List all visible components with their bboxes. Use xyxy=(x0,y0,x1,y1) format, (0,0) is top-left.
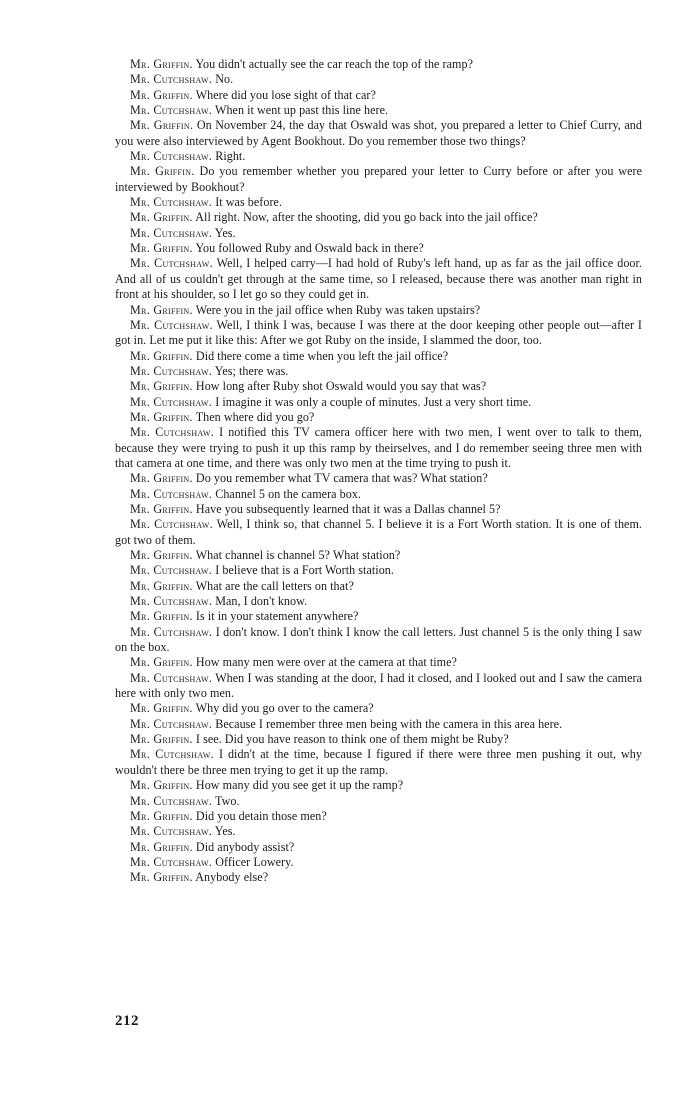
transcript-paragraph xyxy=(115,548,642,563)
transcript-paragraph xyxy=(115,410,642,425)
transcript-paragraph xyxy=(115,594,642,609)
transcript-paragraph xyxy=(115,318,642,349)
speech-text: Why did you go over to the camera? xyxy=(195,701,374,716)
speaker-label: Mr. Griffin. xyxy=(130,839,193,854)
transcript-paragraph xyxy=(115,226,642,241)
speaker-label: Mr. Griffin. xyxy=(130,348,193,363)
transcript-paragraph xyxy=(115,563,642,578)
transcript-paragraph xyxy=(115,747,642,778)
transcript-paragraph xyxy=(115,671,642,702)
speech-text: Well, I helped carry—I had hold of Ruby's left hand, up as far as the jail office door. And all of us couldn't get through at the same time, so I released, because there was another man right in front at his shoulder, so I let go so they could get in. xyxy=(115,256,643,302)
transcript-paragraph xyxy=(115,303,642,318)
speech-text: I notified this TV camera officer here with two men, I went over to talk to them, because they were trying to push it up this ramp by theirselves, and I do remember seeing three men with that camera at one time, and there was only two men at the time trying to push it. xyxy=(115,425,642,470)
speech-text: I see. Did you have reason to think one of them might be Ruby? xyxy=(195,732,509,747)
speech-text: Two. xyxy=(214,793,240,808)
transcript-paragraph xyxy=(115,210,642,225)
speech-text: I didn't at the time, because I figured if there were three men pushing it out, why wouldn't there be three men trying to get it up the ramp. xyxy=(115,747,642,777)
speaker-label: Mr. Cutchshaw. xyxy=(130,486,213,501)
speaker-label: Mr. Cutchshaw. xyxy=(130,72,213,87)
speaker-label: Mr. Cutchshaw. xyxy=(130,225,213,240)
transcript-paragraph xyxy=(115,103,642,118)
speaker-label: Mr. Griffin. xyxy=(130,241,193,256)
speech-text: Did you detain those men? xyxy=(195,808,327,823)
speech-text: Well, I think I was, because I was there at the door keeping other people out—after I got in. Let me put it like this: After we got Ruby on the inside, I slammed the door, too. xyxy=(115,317,643,348)
transcript-body xyxy=(115,57,642,886)
transcript-paragraph xyxy=(115,717,642,732)
speech-text: You followed Ruby and Oswald back in there? xyxy=(195,241,424,256)
transcript-paragraph xyxy=(115,794,642,809)
speaker-label: Mr. Griffin. xyxy=(130,379,193,394)
speech-text: It was before. xyxy=(215,195,283,210)
speech-text: I believe that is a Fort Worth station. xyxy=(215,563,394,578)
transcript-paragraph xyxy=(115,149,642,164)
speaker-label: Mr. Cutchshaw. xyxy=(130,425,215,440)
transcript-paragraph xyxy=(115,256,642,302)
speaker-label: Mr. Cutchshaw. xyxy=(130,793,213,808)
speaker-label: Mr. Cutchshaw. xyxy=(130,624,213,639)
speaker-label: Mr. Cutchshaw. xyxy=(130,854,213,869)
speaker-label: Mr. Cutchshaw. xyxy=(130,149,213,164)
speech-text: No. xyxy=(215,72,234,87)
speech-text: Yes. xyxy=(214,225,236,240)
transcript-paragraph xyxy=(115,732,642,747)
transcript-paragraph xyxy=(115,118,642,149)
transcript-paragraph xyxy=(115,824,642,839)
speaker-label: Mr. Cutchshaw. xyxy=(130,256,213,271)
transcript-paragraph xyxy=(115,364,642,379)
speaker-label: Mr. Cutchshaw. xyxy=(130,670,213,685)
speech-text: Do you remember what TV camera that was? What station? xyxy=(195,471,488,486)
speech-text: Channel 5 on the camera box. xyxy=(215,486,362,501)
transcript-paragraph xyxy=(115,502,642,517)
speaker-label: Mr. Griffin. xyxy=(130,701,193,716)
transcript-paragraph xyxy=(115,517,642,548)
speaker-label: Mr. Cutchshaw. xyxy=(130,747,214,762)
speaker-label: Mr. Cutchshaw. xyxy=(130,517,213,532)
speech-text: Did anybody assist? xyxy=(195,839,295,854)
speech-text: What channel is channel 5? What station? xyxy=(195,548,401,562)
speaker-label: Mr. Griffin. xyxy=(130,164,195,179)
speaker-label: Mr. Griffin. xyxy=(130,471,193,486)
speaker-label: Mr. Griffin. xyxy=(130,302,193,317)
speech-text: Man, I don't know. xyxy=(215,594,308,609)
transcript-paragraph xyxy=(115,395,642,410)
speech-text: When I was standing at the door, I had it closed, and I looked out and I saw the camera here with only two men. xyxy=(115,670,642,701)
speech-text: Did there come a time when you left the jail office? xyxy=(195,348,449,363)
speech-text: Where did you lose sight of that car? xyxy=(195,87,376,102)
speaker-label: Mr. Griffin. xyxy=(130,409,193,424)
speaker-label: Mr. Cutchshaw. xyxy=(130,103,213,118)
speech-text: Right. xyxy=(215,149,246,164)
speech-text: I imagine it was only a couple of minutes. Just a very short time. xyxy=(215,394,532,409)
speech-text: You didn't actually see the car reach the top of the ramp? xyxy=(195,57,474,71)
speech-text: Do you remember whether you prepared your letter to Curry before or after you were interviewed by Bookhout? xyxy=(115,164,643,194)
transcript-paragraph xyxy=(115,778,642,793)
speech-text: All right. Now, after the shooting, did you go back into the jail office? xyxy=(195,210,538,225)
transcript-paragraph xyxy=(115,349,642,364)
speaker-label: Mr. Griffin. xyxy=(130,778,193,793)
speaker-label: Mr. Griffin. xyxy=(130,578,193,593)
speech-text: Have you subsequently learned that it was a Dallas channel 5? xyxy=(195,501,501,516)
transcript-paragraph xyxy=(115,701,642,716)
speaker-label: Mr. Cutchshaw. xyxy=(130,394,213,409)
speech-text: Then where did you go? xyxy=(195,409,315,424)
speaker-label: Mr. Cutchshaw. xyxy=(130,824,213,839)
speaker-label: Mr. Griffin. xyxy=(130,655,193,670)
speech-text: When it went up past this line here. xyxy=(214,103,389,118)
transcript-paragraph xyxy=(115,379,642,394)
speaker-label: Mr. Griffin. xyxy=(130,808,193,823)
transcript-paragraph xyxy=(115,195,642,210)
speech-text: Were you in the jail office when Ruby was taken upstairs? xyxy=(195,302,481,317)
transcript-paragraph xyxy=(115,840,642,855)
speaker-label: Mr. Griffin. xyxy=(130,210,193,225)
speaker-label: Mr. Cutchshaw. xyxy=(130,363,213,378)
transcript-paragraph xyxy=(115,855,642,870)
transcript-paragraph xyxy=(115,164,642,195)
speech-text: What are the call letters on that? xyxy=(195,578,354,593)
speech-text: On November 24, the day that Oswald was shot, you prepared a letter to Chief Curry, and you were also interviewed by Agent Bookhout. Do you remember those two things? xyxy=(115,118,642,148)
speech-text: Anybody else? xyxy=(195,870,269,885)
transcript-paragraph xyxy=(115,809,642,824)
transcript-paragraph xyxy=(115,625,642,656)
speaker-label: Mr. Cutchshaw. xyxy=(130,563,213,578)
speaker-label: Mr. Griffin. xyxy=(130,609,193,624)
speech-text: Yes; there was. xyxy=(214,363,289,378)
speech-text: Officer Lowery. xyxy=(215,854,294,869)
transcript-paragraph xyxy=(115,487,642,502)
speech-text: How many men were over at the camera at that time? xyxy=(195,655,457,670)
speech-text: Well, I think so, that channel 5. I believe it is a Fort Worth station. It is one of them. got two of them. xyxy=(115,517,642,547)
speaker-label: Mr. Griffin. xyxy=(130,548,193,562)
speaker-label: Mr. Cutchshaw. xyxy=(130,594,213,609)
transcript-paragraph xyxy=(115,57,642,72)
speaker-label: Mr. Griffin. xyxy=(130,118,194,133)
transcript-paragraph xyxy=(115,72,642,87)
speech-text: Yes. xyxy=(214,824,236,839)
speech-text: How many did you see get it up the ramp? xyxy=(195,778,404,793)
transcript-paragraph xyxy=(115,579,642,594)
transcript-paragraph xyxy=(115,241,642,256)
speech-text: Because I remember three men being with the camera in this area here. xyxy=(215,716,563,731)
transcript-paragraph xyxy=(115,655,642,670)
transcript-paragraph xyxy=(115,425,642,471)
speaker-label: Mr. Griffin. xyxy=(130,732,193,747)
speaker-label: Mr. Griffin. xyxy=(130,87,193,102)
speaker-label: Mr. Griffin. xyxy=(130,57,193,71)
speech-text: I don't know. I don't think I know the call letters. Just channel 5 is the only thing I saw on the box. xyxy=(115,624,642,655)
speaker-label: Mr. Cutchshaw. xyxy=(130,317,213,332)
speaker-label: Mr. Griffin. xyxy=(130,501,193,516)
page-number: 212 xyxy=(115,1013,139,1029)
speech-text: Is it in your statement anywhere? xyxy=(195,609,359,624)
speaker-label: Mr. Cutchshaw. xyxy=(130,195,213,210)
transcript-paragraph xyxy=(115,870,642,885)
transcript-paragraph xyxy=(115,471,642,486)
speaker-label: Mr. Griffin. xyxy=(130,870,193,885)
speech-text: How long after Ruby shot Oswald would you say that was? xyxy=(195,379,487,394)
speaker-label: Mr. Cutchshaw. xyxy=(130,716,213,731)
transcript-paragraph xyxy=(115,88,642,103)
transcript-paragraph xyxy=(115,609,642,624)
